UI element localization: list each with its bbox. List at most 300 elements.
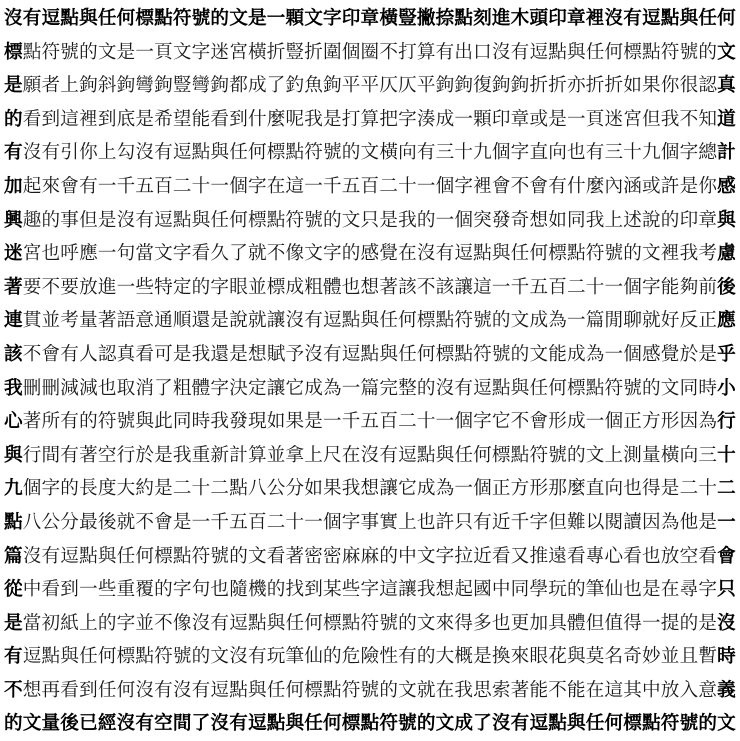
character: 二 — [172, 175, 192, 197]
bold-character: 何 — [116, 8, 136, 29]
character: 為 — [698, 411, 717, 433]
character: 許 — [660, 175, 680, 197]
bold-character: 九 — [4, 478, 23, 500]
character: 釣 — [285, 75, 305, 97]
bold-character: 點 — [548, 713, 567, 735]
character: 何 — [97, 646, 117, 668]
character: 密 — [323, 545, 342, 567]
character: 的 — [623, 243, 642, 265]
character: 號 — [379, 612, 398, 634]
bold-character: 加 — [4, 175, 23, 197]
character: 得 — [623, 612, 642, 634]
character: 一 — [304, 175, 323, 197]
character: 字 — [435, 545, 455, 567]
character: 個 — [341, 41, 361, 63]
character: 不 — [22, 343, 42, 365]
character: 聊 — [623, 310, 642, 332]
character: 是 — [473, 646, 492, 668]
text-line — [4, 204, 736, 238]
character: 號 — [323, 142, 342, 164]
character: 有 — [191, 679, 211, 701]
character: 大 — [435, 646, 455, 668]
character: 的 — [491, 310, 511, 332]
character: 直 — [529, 142, 549, 164]
character: 沒 — [285, 310, 305, 332]
character: 逗 — [22, 646, 42, 668]
character: 現 — [247, 411, 267, 433]
bold-character: 篇 — [4, 545, 23, 567]
character: 逗 — [154, 209, 173, 231]
character: 你 — [79, 142, 98, 164]
character: 粗 — [172, 377, 192, 399]
character: 逗 — [473, 377, 492, 399]
character: 再 — [41, 679, 61, 701]
character: 值 — [604, 612, 624, 634]
character: 九 — [473, 142, 492, 164]
character: 一 — [566, 108, 586, 130]
character: 何 — [416, 343, 436, 365]
character: 它 — [398, 478, 417, 500]
character: 事 — [360, 511, 380, 533]
character: 十 — [285, 511, 305, 533]
character: 感 — [642, 343, 661, 365]
character: 五 — [229, 511, 248, 533]
character: 何 — [285, 679, 305, 701]
bold-character: 標 — [341, 713, 361, 735]
character: 看 — [266, 545, 286, 567]
character: 體 — [566, 612, 586, 634]
bold-character: 點 — [660, 8, 680, 29]
character: 花 — [548, 646, 567, 668]
bold-character: 感 — [717, 175, 736, 197]
character: 何 — [116, 679, 136, 701]
character: 說 — [229, 310, 248, 332]
bold-character: 章 — [360, 8, 380, 29]
character: 的 — [341, 142, 361, 164]
character: 能 — [529, 679, 549, 701]
character: 新 — [210, 444, 230, 466]
character: 點 — [642, 41, 661, 63]
character: 性 — [379, 646, 398, 668]
character: 字 — [41, 478, 61, 500]
character: 索 — [491, 679, 511, 701]
character: 的 — [416, 646, 436, 668]
bold-character: 標 — [623, 713, 642, 735]
character: 上 — [304, 444, 323, 466]
character: 形 — [660, 411, 680, 433]
bold-character: 逗 — [41, 8, 61, 29]
character: 一 — [491, 276, 511, 298]
character: 要 — [22, 276, 42, 298]
character: 逗 — [323, 310, 342, 332]
character: 粗 — [304, 276, 323, 298]
character: 點 — [172, 545, 192, 567]
character: 要 — [60, 276, 79, 298]
character: 只 — [360, 209, 380, 231]
character: 取 — [116, 377, 136, 399]
bold-character: 了 — [473, 713, 492, 735]
character: 於 — [135, 444, 154, 466]
character: 任 — [454, 444, 473, 466]
character: 何 — [604, 41, 624, 63]
character: 完 — [379, 377, 398, 399]
character: 奇 — [510, 209, 530, 231]
character: 正 — [698, 310, 717, 332]
character: 點 — [191, 142, 211, 164]
character: 更 — [510, 612, 530, 634]
character: 文 — [585, 444, 605, 466]
character: 符 — [604, 377, 624, 399]
character: 中 — [398, 545, 417, 567]
bold-character: 與 — [717, 209, 736, 231]
character: 有 — [41, 545, 61, 567]
character: 文 — [341, 209, 361, 231]
character: 符 — [360, 612, 380, 634]
character: 宮 — [229, 41, 248, 63]
character: 會 — [529, 175, 549, 197]
character: 隨 — [229, 579, 248, 601]
character: 折 — [604, 75, 624, 97]
character: 的 — [191, 646, 211, 668]
character: 與 — [566, 646, 586, 668]
text-line — [4, 707, 736, 741]
character: 放 — [660, 679, 680, 701]
character: 在 — [585, 679, 605, 701]
character: 的 — [398, 612, 417, 634]
character: 三 — [698, 444, 717, 466]
character: 來 — [435, 612, 455, 634]
character: 入 — [679, 679, 699, 701]
character: 裡 — [79, 108, 98, 130]
character: 也 — [416, 511, 436, 533]
text-line — [4, 405, 736, 439]
character: 章 — [510, 108, 530, 130]
character: 一 — [642, 612, 661, 634]
character: 後 — [97, 511, 117, 533]
character: 仄 — [398, 75, 417, 97]
character: 斜 — [97, 75, 117, 97]
character: 量 — [642, 444, 661, 466]
character: 折 — [548, 75, 567, 97]
character: 同 — [679, 377, 699, 399]
character: 文 — [510, 310, 530, 332]
character: 是 — [548, 108, 567, 130]
bold-character: 字 — [323, 8, 342, 29]
character: 文 — [304, 243, 323, 265]
character: 不 — [379, 41, 398, 63]
character: 符 — [585, 243, 605, 265]
character: 也 — [41, 243, 61, 265]
character: 通 — [154, 310, 173, 332]
bold-character: 沒 — [717, 612, 736, 634]
character: 的 — [379, 679, 398, 701]
character: 暫 — [698, 646, 717, 668]
character: 與 — [566, 41, 586, 63]
character: 有 — [548, 175, 567, 197]
character: 點 — [22, 41, 42, 63]
character: 何 — [473, 444, 492, 466]
character: 整 — [398, 377, 417, 399]
character: 該 — [398, 276, 417, 298]
character: 仄 — [379, 75, 398, 97]
character: 二 — [210, 478, 230, 500]
bold-character: 道 — [717, 108, 736, 130]
character: 點 — [454, 343, 473, 365]
bold-character: 符 — [379, 713, 398, 735]
character: 並 — [135, 612, 154, 634]
bold-character: 有 — [22, 8, 42, 29]
bold-character: 已 — [79, 713, 98, 735]
character: 任 — [585, 41, 605, 63]
character: 向 — [679, 444, 699, 466]
character: 的 — [341, 243, 361, 265]
character: 不 — [266, 243, 286, 265]
character: 會 — [41, 343, 61, 365]
character: 向 — [398, 142, 417, 164]
text-line — [4, 472, 736, 506]
character: 百 — [247, 511, 267, 533]
character: 印 — [679, 209, 699, 231]
character: 出 — [454, 41, 473, 63]
character: 符 — [454, 310, 473, 332]
character: 想 — [529, 209, 549, 231]
character: 八 — [22, 511, 42, 533]
character: 點 — [247, 612, 267, 634]
text-line — [4, 271, 736, 305]
character: 很 — [679, 75, 699, 97]
character: 圍 — [323, 41, 342, 63]
bold-character: 號 — [398, 713, 417, 735]
character: 的 — [416, 377, 436, 399]
character: 任 — [398, 343, 417, 365]
character: 上 — [79, 612, 98, 634]
character: 豎 — [285, 41, 305, 63]
character: 沒 — [22, 142, 42, 164]
character: 二 — [679, 478, 699, 500]
character: 麼 — [566, 478, 586, 500]
character: 看 — [22, 108, 42, 130]
character: 字 — [191, 41, 211, 63]
character: 一 — [416, 175, 436, 197]
character: 考 — [60, 310, 79, 332]
character: 逗 — [398, 444, 417, 466]
character: 真 — [116, 343, 136, 365]
character: 五 — [529, 276, 549, 298]
character: 點 — [341, 310, 361, 332]
character: 許 — [435, 511, 455, 533]
character: 計 — [229, 444, 248, 466]
character: 點 — [172, 209, 192, 231]
character: 密 — [304, 545, 323, 567]
character: 一 — [97, 243, 117, 265]
character: 得 — [642, 478, 661, 500]
character: 十 — [191, 478, 211, 500]
character: 看 — [623, 545, 642, 567]
character: 久 — [210, 243, 230, 265]
character: 百 — [379, 411, 398, 433]
character: 任 — [116, 545, 136, 567]
character: 鉤 — [454, 75, 473, 97]
character: 時 — [698, 377, 717, 399]
character: 篇 — [585, 310, 605, 332]
bold-character: 點 — [154, 8, 173, 29]
character: 意 — [698, 679, 717, 701]
character: 千 — [510, 511, 530, 533]
character: 打 — [341, 108, 361, 130]
bold-character: 的 — [416, 713, 436, 735]
character: 總 — [698, 142, 717, 164]
bold-character: 逗 — [529, 713, 549, 735]
character: 字 — [360, 579, 380, 601]
character: 這 — [379, 579, 398, 601]
character: 何 — [247, 142, 267, 164]
character: 我 — [585, 209, 605, 231]
character: 只 — [454, 511, 473, 533]
character: 號 — [548, 444, 567, 466]
character: 平 — [416, 75, 436, 97]
bold-character: 文 — [717, 41, 736, 63]
bold-character: 的 — [210, 8, 230, 29]
character: 點 — [435, 310, 455, 332]
character: 標 — [154, 545, 173, 567]
character: 麼 — [585, 175, 605, 197]
character: 能 — [548, 343, 567, 365]
character: 什 — [247, 108, 267, 130]
character: 些 — [97, 579, 117, 601]
character: 頁 — [585, 108, 605, 130]
character: 讓 — [398, 579, 417, 601]
character: 點 — [360, 343, 380, 365]
character: 橫 — [247, 41, 267, 63]
character: 文 — [416, 612, 436, 634]
character: 沒 — [304, 343, 323, 365]
character: 就 — [416, 679, 436, 701]
character: 字 — [247, 175, 267, 197]
bold-character: 從 — [4, 579, 23, 601]
bold-character: 計 — [717, 142, 736, 164]
character: 沒 — [135, 142, 154, 164]
bold-character: 乎 — [717, 343, 736, 365]
character: 的 — [266, 579, 286, 601]
character: 句 — [191, 579, 211, 601]
character: 字 — [116, 612, 136, 634]
character: 一 — [454, 478, 473, 500]
character: 五 — [341, 175, 361, 197]
character: 想 — [22, 679, 42, 701]
character: 二 — [266, 511, 286, 533]
character: 初 — [41, 612, 61, 634]
character: 我 — [660, 108, 680, 130]
character: 號 — [679, 41, 699, 63]
bold-character: 撇 — [416, 8, 436, 29]
character: 想 — [360, 276, 380, 298]
character: 迷 — [604, 108, 624, 130]
text-line — [4, 506, 736, 540]
character: 方 — [510, 478, 530, 500]
character: 到 — [229, 108, 248, 130]
character: 圈 — [360, 41, 380, 63]
character: 思 — [473, 679, 492, 701]
character: 沒 — [416, 243, 436, 265]
character: 刪 — [41, 377, 61, 399]
character: 測 — [623, 444, 642, 466]
character: 賦 — [266, 343, 286, 365]
character: 也 — [97, 377, 117, 399]
character: 沒 — [22, 545, 42, 567]
bold-character: 橫 — [379, 8, 398, 29]
character: 符 — [660, 41, 680, 63]
character: 這 — [285, 175, 305, 197]
character: 有 — [60, 444, 79, 466]
bold-character: 十 — [717, 444, 736, 466]
character: 形 — [548, 411, 567, 433]
character: 勾 — [116, 142, 136, 164]
character: 平 — [341, 75, 361, 97]
character: 逗 — [60, 545, 79, 567]
character: 好 — [660, 310, 680, 332]
character: 句 — [116, 243, 136, 265]
text-line — [4, 304, 736, 338]
character: 為 — [435, 478, 455, 500]
character: 鉤 — [510, 75, 530, 97]
character: 標 — [416, 310, 436, 332]
character: 算 — [360, 108, 380, 130]
character: 在 — [398, 243, 417, 265]
character: 是 — [154, 444, 173, 466]
character: 文 — [360, 142, 380, 164]
character: 任 — [79, 646, 98, 668]
character: 果 — [323, 478, 342, 500]
character: 是 — [97, 209, 117, 231]
character: 近 — [491, 511, 511, 533]
character: 因 — [679, 411, 699, 433]
character: 文 — [210, 646, 230, 668]
character: 二 — [379, 175, 398, 197]
character: 莫 — [585, 646, 605, 668]
text-line — [4, 2, 736, 36]
character: 但 — [79, 209, 98, 231]
character: 橫 — [660, 444, 680, 466]
character: 點 — [416, 444, 436, 466]
text-line — [4, 573, 736, 607]
character: 為 — [660, 511, 680, 533]
character: 點 — [135, 646, 154, 668]
character: 與 — [135, 411, 154, 433]
character: 在 — [341, 444, 361, 466]
character: 何 — [529, 243, 549, 265]
character: 讓 — [266, 377, 286, 399]
character: 算 — [247, 444, 267, 466]
character: 鉤 — [116, 75, 136, 97]
character: 中 — [491, 579, 511, 601]
bold-character: 有 — [135, 713, 154, 735]
bold-character: 進 — [491, 8, 511, 29]
character: 點 — [266, 209, 286, 231]
character: 能 — [660, 276, 680, 298]
character: 眼 — [229, 276, 248, 298]
character: 放 — [660, 545, 680, 567]
character: 標 — [435, 343, 455, 365]
character: 成 — [416, 478, 436, 500]
character: 章 — [698, 209, 717, 231]
character: 一 — [304, 511, 323, 533]
character: 就 — [247, 310, 267, 332]
character: 亦 — [566, 75, 586, 97]
character: 望 — [172, 108, 192, 130]
character: 如 — [266, 411, 286, 433]
character: 有 — [585, 142, 605, 164]
bold-character: 與 — [566, 713, 586, 735]
